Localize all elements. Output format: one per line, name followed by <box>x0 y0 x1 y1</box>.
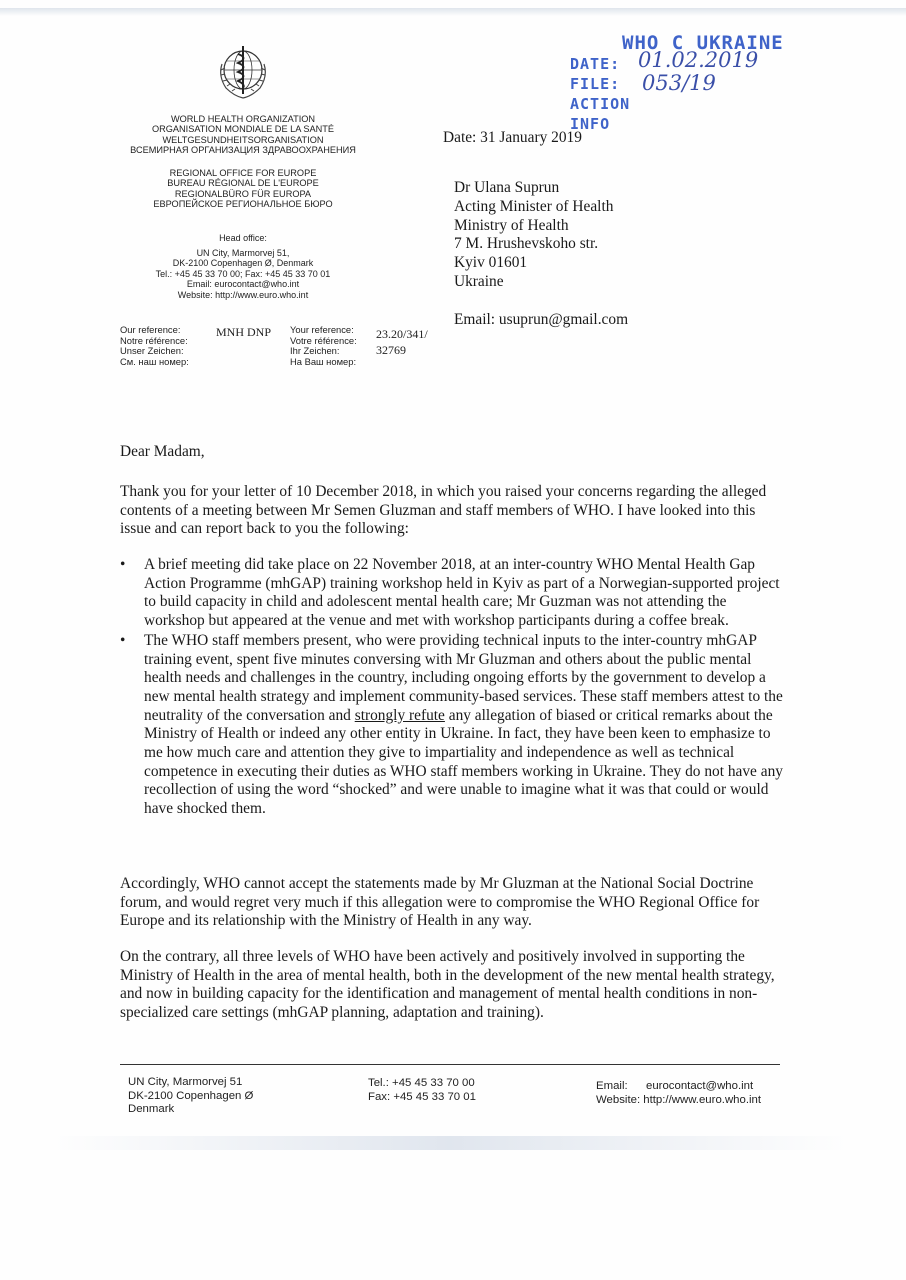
your-reference-labels <box>290 325 357 367</box>
org-name-ru: ВСЕМИРНАЯ ОРГАНИЗАЦИЯ ЗДРАВООХРАНЕНИЯ <box>130 144 356 155</box>
your-reference-value-line1: 23.20/341/ <box>376 327 428 341</box>
who-emblem-icon <box>216 44 270 102</box>
scan-edge <box>0 8 906 16</box>
office-name-de: REGIONALBÜRO FÜR EUROPA <box>174 188 312 199</box>
head-office-email: Email: eurocontact@who.int <box>186 279 300 290</box>
footer-email-value: eurocontact@who.int <box>646 1080 754 1092</box>
our-reference-label-ru: См. наш номер: <box>120 355 189 367</box>
head-office-phone: Tel.: +45 45 33 70 00; Fax: +45 45 33 70 01 <box>155 268 331 279</box>
bullet-text <box>144 632 783 817</box>
footer-address <box>128 1076 253 1117</box>
office-name-en: REGIONAL OFFICE FOR EUROPE <box>169 168 317 178</box>
org-name-de: WELTGESUNDHEITSORGANISATION <box>162 134 324 145</box>
our-reference-label-de: Unser Zeichen: <box>120 345 184 356</box>
recipient-email: Email: usuprun@gmail.com <box>454 311 629 328</box>
head-office-street: UN City, Marmorvej 51, <box>196 247 290 258</box>
head-office-website: Website: http://www.euro.who.int <box>177 289 309 300</box>
stamp-file-label: FILE: <box>570 75 621 93</box>
footer-fax: Fax: +45 45 33 70 01 <box>368 1090 476 1103</box>
recipient-street: 7 M. Hrushevskoho str. <box>454 235 599 253</box>
org-name-fr: ORGANISATION MONDIALE DE LA SANTÉ <box>151 124 335 135</box>
your-reference-label-en: Your reference: <box>290 324 354 335</box>
paragraph-intro: Thank you for your letter of 10 December 2018, in which you raised your concerns regarding the alleged contents of a meeting between Mr Semen Gluzman and staff members of WHO. I have looked into this issue and can report back to you the following: <box>120 483 767 538</box>
list-item <box>120 556 785 631</box>
head-office-block <box>98 233 388 301</box>
bullet-text-part2: any allegation of biased or critical remarks about the Ministry of Health or indeed any other entity in Ukraine. In fact, they have been keen to emphasize to me how much care and attention they give to impartiality and independence as well as technical competence in executing their duties as WHO staff members working in Ukraine. They do not have any recollection of using the word “shocked” and were unable to imagine what it was that could or would have shocked them. <box>144 706 783 818</box>
paragraph-accordingly: Accordingly, WHO cannot accept the statements made by Mr Gluzman at the National Social Doctrine forum, and would regret very much if this allegation were to compromise the WHO Regional Office for Europe and its relationship with the Ministry of Health in any way. <box>120 875 760 930</box>
recipient-name: Dr Ulana Suprun <box>454 179 560 196</box>
scan-smudge <box>50 1136 850 1150</box>
org-name-en: WORLD HEALTH ORGANIZATION <box>170 114 316 124</box>
office-name-ru: ЕВРОПЕЙСКОЕ РЕГИОНАЛЬНОЕ БЮРО <box>153 198 333 209</box>
letter-date: Date: 31 January 2019 <box>443 129 582 146</box>
our-reference-label-fr: Notre référence: <box>120 334 188 346</box>
recipient-title: Acting Minister of Health <box>454 197 614 215</box>
incoming-stamp <box>570 32 800 142</box>
organization-names <box>98 114 388 155</box>
stamp-info-label: INFO <box>570 115 611 133</box>
footer-street: UN City, Marmorvej 51 <box>128 1076 243 1088</box>
salutation: Dear Madam, <box>120 443 205 460</box>
office-name-fr: BUREAU RÉGIONAL DE L'EUROPE <box>167 178 319 189</box>
stamp-file-value: 053/19 <box>642 71 716 95</box>
head-office-label: Head office: <box>219 233 267 243</box>
footer-phone <box>368 1077 476 1104</box>
your-reference-label-fr: Votre référence: <box>290 334 357 346</box>
stamp-date-value: 01.02.2019 <box>638 48 759 72</box>
stamp-action-label: ACTION <box>570 95 631 113</box>
list-item <box>120 632 785 819</box>
our-reference-label-en: Our reference: <box>120 324 181 335</box>
footer-country: Denmark <box>128 1103 175 1116</box>
your-reference-label-ru: На Ваш номер: <box>290 355 357 367</box>
regional-office-names <box>128 168 358 209</box>
stamp-title: WHO C UKRAINE <box>622 32 784 54</box>
your-reference-value-line2: 32769 <box>376 343 406 357</box>
stamp-date-label: DATE: <box>570 55 621 73</box>
our-reference-labels <box>120 325 189 367</box>
footer-website: Website: http://www.euro.who.int <box>596 1093 762 1106</box>
bullet-icon: • <box>120 631 126 649</box>
recipient-country: Ukraine <box>454 272 504 290</box>
our-reference-value: MNH DNP <box>216 325 272 339</box>
bullet-icon: • <box>120 556 126 573</box>
footer-email-label: Email: <box>596 1080 628 1092</box>
paragraph-contrary: On the contrary, all three levels of WHO have been actively and positively involved in supporting the Ministry of Health in the area of mental health, both in the development of the new mental health strategy, and now in building capacity for the identification and management of mental health conditions in non-specialized care settings (mhGAP planning, adaptation and training). <box>120 948 775 1022</box>
bullet-text-part1: The WHO staff members present, who were providing technical inputs to the inter-country mhGAP training event, spent five minutes conversing with Mr Gluzman and others about the public mental health needs and challenges in the country, including ongoing efforts by the government to develop a new mental health strategy and implement community-based services. These staff members attest to the neutrality of the conversation and <box>144 631 783 724</box>
underlined-phrase: strongly refute <box>354 706 445 724</box>
your-reference-label-de: Ihr Zeichen: <box>290 345 340 356</box>
footer-tel: Tel.: +45 45 33 70 00 <box>368 1077 475 1089</box>
your-reference-value <box>376 326 428 358</box>
bullet-text: A brief meeting did take place on 22 November 2018, at an inter-country WHO Mental Health Gap Action Programme (mhGAP) training workshop held in Kyiv as part of a Norwegian-supported project to build capacity in child and adolescent mental health care; Mr Guzman was not attending the workshop but appeared at the venue and met with workshop participants during a coffee break. <box>144 556 780 630</box>
bullet-list <box>120 556 785 819</box>
recipient-ministry: Ministry of Health <box>454 216 569 234</box>
footer-divider <box>120 1064 780 1065</box>
footer-city: DK-2100 Copenhagen Ø <box>128 1089 254 1102</box>
recipient-address <box>454 179 613 292</box>
recipient-city: Kyiv 01601 <box>454 254 528 272</box>
footer-contact <box>596 1080 761 1107</box>
head-office-city: DK-2100 Copenhagen Ø, Denmark <box>172 258 314 269</box>
